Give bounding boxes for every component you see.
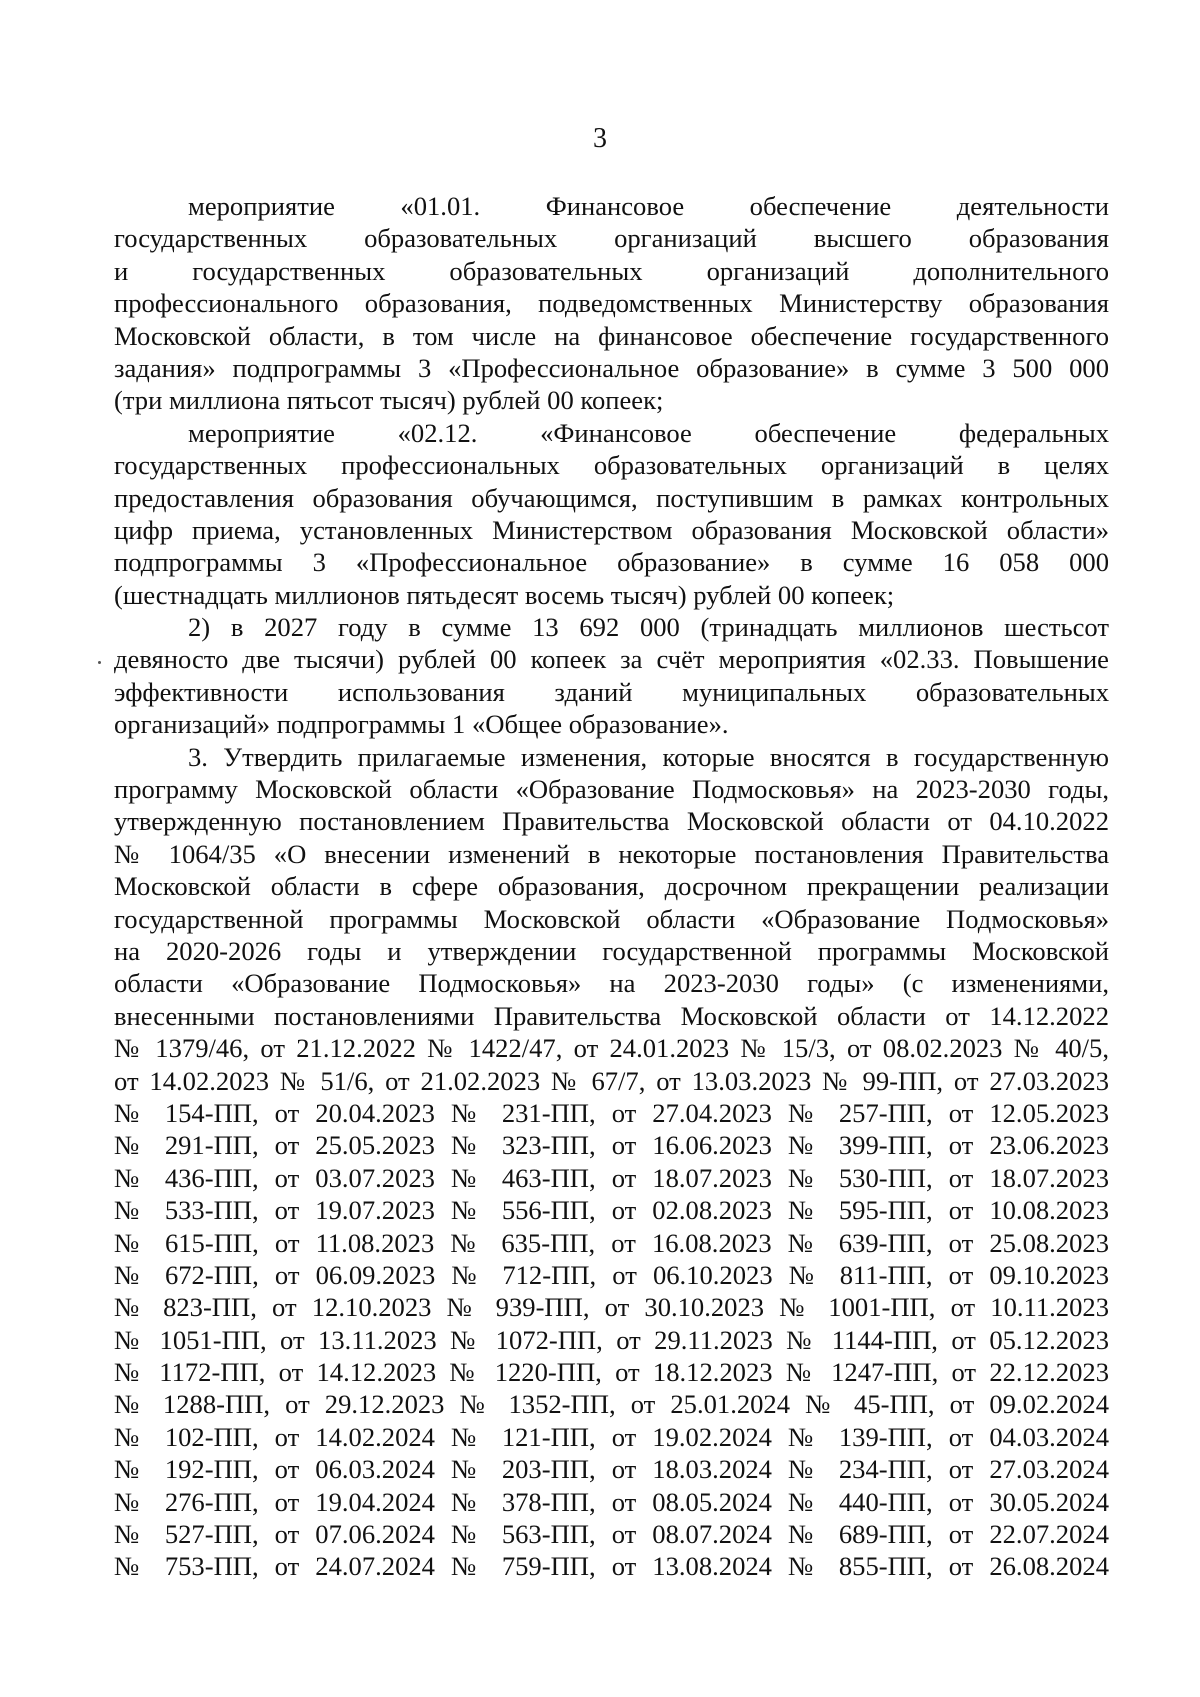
text-line: № 615-ПП, от 11.08.2023 № 635-ПП, от 16.08.2023 № 639-ПП, от 25.08.2023 [114, 1227, 1109, 1258]
text-line: № 533-ПП, от 19.07.2023 № 556-ПП, от 02.08.2023 № 595-ПП, от 10.08.2023 [114, 1195, 1109, 1226]
text-line: № 192-ПП, от 06.03.2024 № 203-ПП, от 18.03.2024 № 234-ПП, от 27.03.2024 [114, 1454, 1109, 1485]
text-line: № 102-ПП, от 14.02.2024 № 121-ПП, от 19.02.2024 № 139-ПП, от 04.03.2024 [114, 1421, 1109, 1452]
text-line: № 1064/35 «О внесении изменений в некоторые постановления Правительства [114, 838, 1109, 869]
text-line: № 753-ПП, от 24.07.2024 № 759-ПП, от 13.08.2024 № 855-ПП, от 26.08.2024 [114, 1551, 1109, 1582]
text-line: 3. Утвердить прилагаемые изменения, которые вносятся в государственную [188, 741, 1109, 772]
paragraph-event-01-01 [114, 190, 1109, 417]
text-line: подпрограммы 3 «Профессиональное образование» в сумме 16 058 000 [114, 547, 1109, 578]
text-line: № 1379/46, от 21.12.2022 № 1422/47, от 24.01.2023 № 15/3, от 08.02.2023 № 40/5, [114, 1033, 1109, 1064]
text-line: мероприятие «01.01. Финансовое обеспечение деятельности [188, 191, 1109, 221]
text-line: Московской области, в том числе на финансовое обеспечение государственного [114, 320, 1109, 351]
text-line: (три миллиона пятьсот тысяч) рублей 00 копеек; [114, 385, 664, 416]
text-line: и государственных образовательных организаций дополнительного [114, 255, 1109, 286]
paragraph-event-02-12 [114, 417, 1109, 611]
text-line: № 276-ПП, от 19.04.2024 № 378-ПП, от 08.05.2024 № 440-ПП, от 30.05.2024 [114, 1486, 1109, 1517]
text-line: мероприятие «02.12. «Финансовое обеспечение федеральных [188, 417, 1109, 448]
text-line: № 1172-ПП, от 14.12.2023 № 1220-ПП, от 18.12.2023 № 1247-ПП, от 22.12.2023 [114, 1357, 1109, 1388]
scan-speck [98, 661, 101, 664]
text-line: Московской области в сфере образования, досрочном прекращении реализации [114, 871, 1109, 902]
text-line: девяносто две тысячи) рублей 00 копеек за счёт мероприятия «02.33. Повышение [114, 644, 1109, 675]
text-line: 2) в 2027 году в сумме 13 692 000 (тринадцать миллионов шестьсот [188, 612, 1109, 643]
text-line: предоставления образования обучающимся, поступившим в рамках контрольных [114, 482, 1109, 513]
text-line: эффективности использования зданий муниципальных образовательных [114, 676, 1109, 707]
text-line: профессионального образования, подведомственных Министерству образования [114, 288, 1109, 319]
text-line: задания» подпрограммы 3 «Профессиональное образование» в сумме 3 500 000 [114, 352, 1109, 383]
text-line: № 527-ПП, от 07.06.2024 № 563-ПП, от 08.07.2024 № 689-ПП, от 22.07.2024 [114, 1519, 1109, 1550]
text-line: государственных профессиональных образовательных организаций в целях [114, 450, 1109, 481]
text-line: № 154-ПП, от 20.04.2023 № 231-ПП, от 27.04.2023 № 257-ПП, от 12.05.2023 [114, 1097, 1109, 1128]
paragraph-item-2-2027 [114, 611, 1109, 741]
text-line: цифр приема, установленных Министерством образования Московской области» [114, 514, 1109, 545]
text-line: на 2020-2026 годы и утверждении государственной программы Московской [114, 935, 1109, 966]
paragraph-item-3-approve [114, 741, 1109, 1583]
text-line: № 1288-ПП, от 29.12.2023 № 1352-ПП, от 25.01.2024 № 45-ПП, от 09.02.2024 [114, 1389, 1109, 1420]
text-line: № 823-ПП, от 12.10.2023 № 939-ПП, от 30.10.2023 № 1001-ПП, от 10.11.2023 [114, 1292, 1109, 1323]
text-line: программу Московской области «Образование Подмосковья» на 2023-2030 годы, [114, 774, 1109, 805]
text-line: утвержденную постановлением Правительства Московской области от 04.10.2022 [114, 806, 1109, 837]
text-line: области «Образование Подмосковья» на 2023-2030 годы» (с изменениями, [114, 968, 1109, 999]
text-line: № 291-ПП, от 25.05.2023 № 323-ПП, от 16.06.2023 № 399-ПП, от 23.06.2023 [114, 1130, 1109, 1161]
text-line: (шестнадцать миллионов пятьдесят восемь тысяч) рублей 00 копеек; [114, 579, 895, 610]
text-line: внесенными постановлениями Правительства Московской области от 14.12.2022 [114, 1000, 1109, 1031]
text-line: государственной программы Московской области «Образование Подмосковья» [114, 903, 1109, 934]
text-line: государственных образовательных организаций высшего образования [114, 223, 1109, 254]
text-line: организаций» подпрограммы 1 «Общее образование». [114, 709, 729, 740]
text-line: № 1051-ПП, от 13.11.2023 № 1072-ПП, от 29.11.2023 № 1144-ПП, от 05.12.2023 [114, 1324, 1109, 1355]
document-body [114, 190, 1109, 1583]
page-number: 3 [593, 123, 607, 154]
text-line: № 672-ПП, от 06.09.2023 № 712-ПП, от 06.10.2023 № 811-ПП, от 09.10.2023 [114, 1259, 1109, 1290]
text-line: № 436-ПП, от 03.07.2023 № 463-ПП, от 18.07.2023 № 530-ПП, от 18.07.2023 [114, 1162, 1109, 1193]
text-line: от 14.02.2023 № 51/6, от 21.02.2023 № 67/7, от 13.03.2023 № 99-ПП, от 27.03.2023 [114, 1065, 1109, 1096]
